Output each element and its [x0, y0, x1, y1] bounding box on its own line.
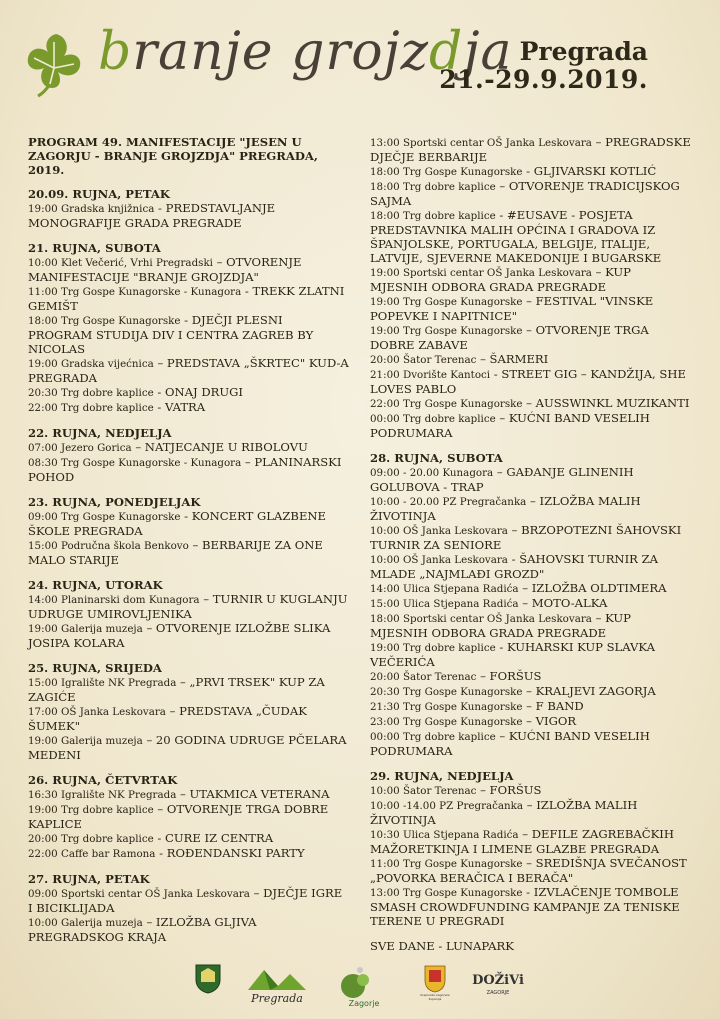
- program-event: [28, 400, 350, 415]
- event-title: - #EUSAVE - POSJETA PREDSTAVNIKA MALIH OPĆINA I GRADOVA IZ ŠPANJOLSKE, PORTUGALA, BELGIJE, ITALIJE, LATVIJE, SJEVERNE MAKEDONIJE I BUGARSKE: [370, 208, 662, 265]
- event-title: - ROĐENDANSKI PARTY: [155, 846, 305, 860]
- program-column-left: [28, 135, 350, 944]
- program-event: [370, 856, 692, 885]
- program-day: [370, 451, 692, 758]
- program-day: [28, 773, 350, 861]
- program-event: [28, 440, 350, 455]
- kzz-crest-icon: [420, 964, 450, 1010]
- program-event: [28, 255, 350, 284]
- program-event: [370, 684, 692, 699]
- event-time-place: 20:30 Trg Gospe Kunagorske: [370, 686, 523, 698]
- event-title: – PREDSTAVA „ŠKRTEC" KUD-A PREGRADA: [28, 356, 349, 385]
- program-event: [370, 783, 692, 798]
- event-time-place: 13:00 Sportski centar OŠ Janka Leskovara: [370, 137, 592, 149]
- program-event: [28, 886, 350, 915]
- event-time-place: 10:00 OŠ Janka Leskovara: [370, 554, 508, 566]
- program-event: [28, 915, 350, 944]
- event-time-place: 19:00 Trg dobre kaplice: [28, 804, 154, 816]
- event-time-place: 11:00 Trg Gospe Kunagorske: [370, 858, 523, 870]
- event-time-place: 19:00 Gradska vijećnica: [28, 358, 154, 370]
- day-title: 26. RUJNA, ČETVRTAK: [28, 773, 178, 787]
- event-time-place: 00:00 Trg dobre kaplice: [370, 413, 496, 425]
- event-time-place: 21:00 Dvorište Kantoci: [370, 369, 491, 381]
- dozivi-label: DOŽiVi: [472, 973, 524, 988]
- event-title: - KONCERT GLAZBENE ŠKOLE PREGRADA: [28, 509, 327, 538]
- event-time-place: 10:00 - 20.00 PZ Pregračanka: [370, 496, 527, 508]
- dozivi-zagorje-logo-icon: [468, 964, 528, 1004]
- event-title: – PREDSTAVA „ČUDAK ŠUMEK": [28, 704, 307, 733]
- program-event: [28, 675, 350, 704]
- event-time-place: 10:00 Klet Večerić, Vrhi Pregradski: [28, 257, 213, 269]
- sponsor-logos: [0, 958, 720, 1013]
- event-title: – IZLOŽBA GLJIVA PREGRADSKOG KRAJA: [28, 915, 257, 944]
- kzz-label: Krapinsko-zagorska županija: [420, 994, 450, 1001]
- event-time-place: 14:00 Ulica Stjepana Radića: [370, 583, 519, 595]
- program-event: [370, 135, 692, 164]
- program-column-right: [370, 135, 692, 953]
- program-event: [28, 385, 350, 400]
- town-name: Pregrada: [519, 37, 648, 66]
- event-title: - DJEČJI PLESNI PROGRAM STUDIJA DIV I CENTRA ZAGREB BY NICOLAS: [28, 313, 314, 356]
- event-title: – TURNIR U KUGLANJU UDRUGE UMIROVLJENIKA: [28, 592, 348, 621]
- program-event: [370, 827, 692, 856]
- lunapark-note: SVE DANE - LUNAPARK: [370, 939, 514, 953]
- event-title: – IZLOŽBA OLDTIMERA: [518, 581, 667, 595]
- event-place-dates: [439, 38, 648, 94]
- header: [0, 0, 720, 120]
- pregrada-crest-icon: [195, 964, 221, 994]
- event-title: – OTVORENJE IZLOŽBE SLIKA JOSIPA KOLARA: [28, 621, 331, 650]
- program-event: [370, 581, 692, 596]
- event-time-place: 07:00 Jezero Gorica: [28, 442, 132, 454]
- program-event: [28, 787, 350, 802]
- event-title: – OTVORENJE TRGA DOBRE ZABAVE: [370, 323, 649, 352]
- event-time-place: 19:00 Galerija muzeja: [28, 735, 143, 747]
- event-title: – FORŠUS: [476, 783, 542, 797]
- event-time-place: 15:00 Igralište NK Pregrada: [28, 677, 177, 689]
- event-time-place: 20:00 Šator Terenac: [370, 671, 477, 683]
- event-title: - ONAJ DRUGI: [153, 385, 243, 399]
- event-title: – KUP MJESNIH ODBORA GRADA PREGRADE: [370, 611, 631, 640]
- event-time-place: 08:30 Trg Gospe Kunagorske - Kunagora: [28, 457, 242, 469]
- program-day: [28, 872, 350, 944]
- event-title: – MOTO-ALKA: [518, 596, 608, 610]
- event-title: - PREDSTAVLJANJE MONOGRAFIJE GRADA PREGRADE: [28, 201, 276, 230]
- event-title: – PLANINARSKI POHOD: [28, 455, 342, 484]
- program-day: [28, 578, 350, 650]
- event-title: – 20 GODINA UDRUGE PČELARA MEDENI: [28, 733, 347, 762]
- day-title: 23. RUJNA, PONEDJELJAK: [28, 495, 201, 509]
- event-time-place: 19:00 Trg dobre kaplice: [370, 642, 496, 654]
- program-event: [28, 831, 350, 846]
- program-event: [370, 640, 692, 669]
- program-event: [370, 714, 692, 729]
- event-title: - STREET GIG – KANDŽIJA, SHE LOVES PABLO: [370, 367, 686, 396]
- event-time-place: 22:00 Caffe bar Ramona: [28, 848, 156, 860]
- program-event: [28, 313, 350, 356]
- event-time-place: 09:00 - 20.00 Kunagora: [370, 467, 494, 479]
- event-time-place: 20:00 Šator Terenac: [370, 354, 477, 366]
- event-time-place: 15:00 Područna škola Benkovo: [28, 540, 189, 552]
- event-time-place: 10:00 Galerija muzeja: [28, 917, 143, 929]
- program-event: [28, 621, 350, 650]
- event-time-place: 10:00 Šator Terenac: [370, 785, 477, 797]
- program-event: [370, 411, 692, 440]
- program-event: [370, 465, 692, 494]
- program-event: [370, 352, 692, 367]
- event-title: – VIGOR: [522, 714, 577, 728]
- program-event: [28, 201, 350, 230]
- event-time-place: 17:00 OŠ Janka Leskovara: [28, 706, 166, 718]
- event-title: – F BAND: [522, 699, 584, 713]
- program-day: [28, 426, 350, 484]
- event-time-place: 22:00 Trg Gospe Kunagorske: [370, 398, 523, 410]
- program-event: [370, 552, 692, 581]
- program-day: [28, 187, 350, 230]
- day-title: 29. RUJNA, NEDJELJA: [370, 769, 514, 783]
- grape-leaf-icon: [20, 28, 92, 100]
- event-time-place: 19:00 Galerija muzeja: [28, 623, 143, 635]
- event-time-place: 10:00 -14.00 PZ Pregračanka: [370, 800, 524, 812]
- program-event: [370, 729, 692, 758]
- day-title: 24. RUJNA, UTORAK: [28, 578, 163, 592]
- program-event: [370, 611, 692, 640]
- day-title: 27. RUJNA, PETAK: [28, 872, 150, 886]
- program-day: [28, 241, 350, 415]
- event-title: - ŠAHOVSKI TURNIR ZA MLADE „NAJMLAĐI GROZD": [370, 552, 658, 581]
- event-title: – OTVORENJE MANIFESTACIJE "BRANJE GROJZDJA": [28, 255, 302, 284]
- event-title: – KUĆNI BAND VESELIH PODRUMARA: [370, 729, 650, 758]
- day-title: 28. RUJNA, SUBOTA: [370, 451, 503, 465]
- event-title: - TREKK ZLATNI GEMIŠT: [28, 284, 345, 313]
- event-title: – SREDIŠNJA SVEČANOST „POVORKA BERAČICA I BERAČA": [370, 856, 687, 885]
- program-event: [370, 699, 692, 714]
- event-title: – NATJECANJE U RIBOLOVU: [131, 440, 308, 454]
- program-event: [370, 179, 692, 208]
- program-event: [370, 164, 692, 179]
- pregrada-logo-label: Pregrada: [251, 992, 303, 1005]
- brand-title: branje grojzdja: [98, 22, 513, 82]
- event-title: – OTVORENJE TRADICIJSKOG SAJMA: [370, 179, 680, 208]
- program-event: [28, 733, 350, 762]
- day-title: 22. RUJNA, NEDJELJA: [28, 426, 172, 440]
- program-event: [370, 885, 692, 928]
- event-time-place: 19:00 Sportski centar OŠ Janka Leskovara: [370, 267, 592, 279]
- event-title: – FESTIVAL "VINSKE POPEVKE I NAPITNICE": [370, 294, 654, 323]
- program-day: [370, 135, 692, 440]
- event-time-place: 21:30 Trg Gospe Kunagorske: [370, 701, 523, 713]
- program-event: [28, 538, 350, 567]
- zagorje-logo-icon: [336, 964, 382, 1010]
- event-title: - VATRA: [153, 400, 206, 414]
- event-dates: 21.-29.9.2019.: [439, 65, 648, 94]
- event-title: – BRZOPOTEZNI ŠAHOVSKI TURNIR ZA SENIORE: [370, 523, 682, 552]
- event-time-place: 20:00 Trg dobre kaplice: [28, 833, 154, 845]
- program-event: [370, 265, 692, 294]
- event-time-place: 18:00 Trg Gospe Kunagorske: [370, 166, 523, 178]
- event-title: – OTVORENJE TRGA DOBRE KAPLICE: [28, 802, 329, 831]
- program-event: [28, 509, 350, 538]
- event-time-place: 18:00 Trg dobre kaplice: [370, 181, 496, 193]
- event-time-place: 23:00 Trg Gospe Kunagorske: [370, 716, 523, 728]
- event-title: - GLJIVARSKI KOTLIĆ: [522, 164, 657, 178]
- event-time-place: 10:30 Ulica Stjepana Radića: [370, 829, 519, 841]
- program-event: [370, 494, 692, 523]
- event-title: – IZLOŽBA MALIH ŽIVOTINJA: [370, 798, 638, 827]
- program-event: [28, 284, 350, 313]
- event-time-place: 19:00 Trg Gospe Kunagorske: [370, 325, 523, 337]
- event-title: – ŠARMERI: [476, 352, 549, 366]
- event-time-place: 14:00 Planinarski dom Kunagora: [28, 594, 200, 606]
- program-event: [370, 798, 692, 827]
- dozivi-sub-label: ZAGORJE: [486, 990, 510, 996]
- event-time-place: 15:00 Ulica Stjepana Radića: [370, 598, 519, 610]
- program-event: [28, 356, 350, 385]
- event-time-place: 18:00 Trg Gospe Kunagorske: [28, 315, 181, 327]
- day-title: 25. RUJNA, SRIJEDA: [28, 661, 162, 675]
- event-title: – „PRVI TRSEK" KUP ZA ZAGIĆE: [28, 675, 325, 704]
- event-time-place: 09:00 Sportski centar OŠ Janka Leskovara: [28, 888, 250, 900]
- event-title: - KUHARSKI KUP SLAVKA VEČERIĆA: [370, 640, 655, 669]
- event-title: – GAĐANJE GLINENIH GOLUBOVA - TRAP: [370, 465, 634, 494]
- event-time-place: 19:00 Gradska knjižnica: [28, 203, 155, 215]
- event-time-place: 19:00 Trg Gospe Kunagorske: [370, 296, 523, 308]
- program-event: [370, 523, 692, 552]
- program-event: [28, 846, 350, 861]
- event-title: – PREGRADSKE DJEČJE BERBARIJE: [370, 135, 691, 164]
- program-intro: PROGRAM 49. MANIFESTACIJE "JESEN U ZAGORJU - BRANJE GROJZDJA" PREGRADA, 2019.: [28, 135, 318, 177]
- program-event: [370, 294, 692, 323]
- event-time-place: 16:30 Igralište NK Pregrada: [28, 789, 177, 801]
- program-day: [28, 495, 350, 567]
- event-title: – DEFILE ZAGREBAČKIH MAŽORETKINJA I LIMENE GLAZBE PREGRADA: [370, 827, 674, 856]
- event-time-place: 18:00 Sportski centar OŠ Janka Leskovara: [370, 613, 592, 625]
- event-time-place: 20:30 Trg dobre kaplice: [28, 387, 154, 399]
- program-day: [28, 661, 350, 762]
- event-title: – AUSSWINKL MUZIKANTI: [522, 396, 690, 410]
- event-time-place: 10:00 OŠ Janka Leskovara: [370, 525, 508, 537]
- program-day: [370, 769, 692, 928]
- program-event: [28, 455, 350, 484]
- event-title: – DJEČJE IGRE I BICIKLIJADA: [28, 886, 343, 915]
- event-title: - CURE IZ CENTRA: [153, 831, 274, 845]
- program-event: [370, 669, 692, 684]
- event-time-place: 18:00 Trg dobre kaplice: [370, 210, 496, 222]
- program-event: [370, 208, 692, 265]
- event-title: – UTAKMICA VETERANA: [176, 787, 330, 801]
- event-time-place: 00:00 Trg dobre kaplice: [370, 731, 496, 743]
- program-event: [28, 802, 350, 831]
- event-title: – KRALJEVI ZAGORJA: [522, 684, 656, 698]
- day-title: 20.09. RUJNA, PETAK: [28, 187, 170, 201]
- event-time-place: 09:00 Trg Gospe Kunagorske: [28, 511, 181, 523]
- day-title: 21. RUJNA, SUBOTA: [28, 241, 161, 255]
- program-event: [28, 704, 350, 733]
- program-event: [370, 367, 692, 396]
- pregrada-logo-icon: [244, 964, 310, 1006]
- event-title: – FORŠUS: [476, 669, 542, 683]
- event-time-place: 11:00 Trg Gospe Kunagorske - Kunagora: [28, 286, 242, 298]
- event-time-place: 13:00 Trg Gospe Kunagorske: [370, 887, 523, 899]
- event-title: – KUP MJESNIH ODBORA GRADA PREGRADE: [370, 265, 631, 294]
- zagorje-logo-label: Zagorje: [348, 999, 380, 1008]
- program-event: [370, 596, 692, 611]
- event-title: – IZLOŽBA MALIH ŽIVOTINJA: [370, 494, 641, 523]
- event-time-place: 22:00 Trg dobre kaplice: [28, 402, 154, 414]
- event-title: – BERBARIJE ZA ONE MALO STARIJE: [28, 538, 323, 567]
- program-event: [370, 396, 692, 411]
- program-event: [370, 323, 692, 352]
- program-event: [28, 592, 350, 621]
- event-title: – KUĆNI BAND VESELIH PODRUMARA: [370, 411, 650, 440]
- event-title: - IZVLAČENJE TOMBOLE SMASH CROWDFUNDING KAMPANJE ZA TENISKE TERENE U PREGRADI: [370, 885, 680, 928]
